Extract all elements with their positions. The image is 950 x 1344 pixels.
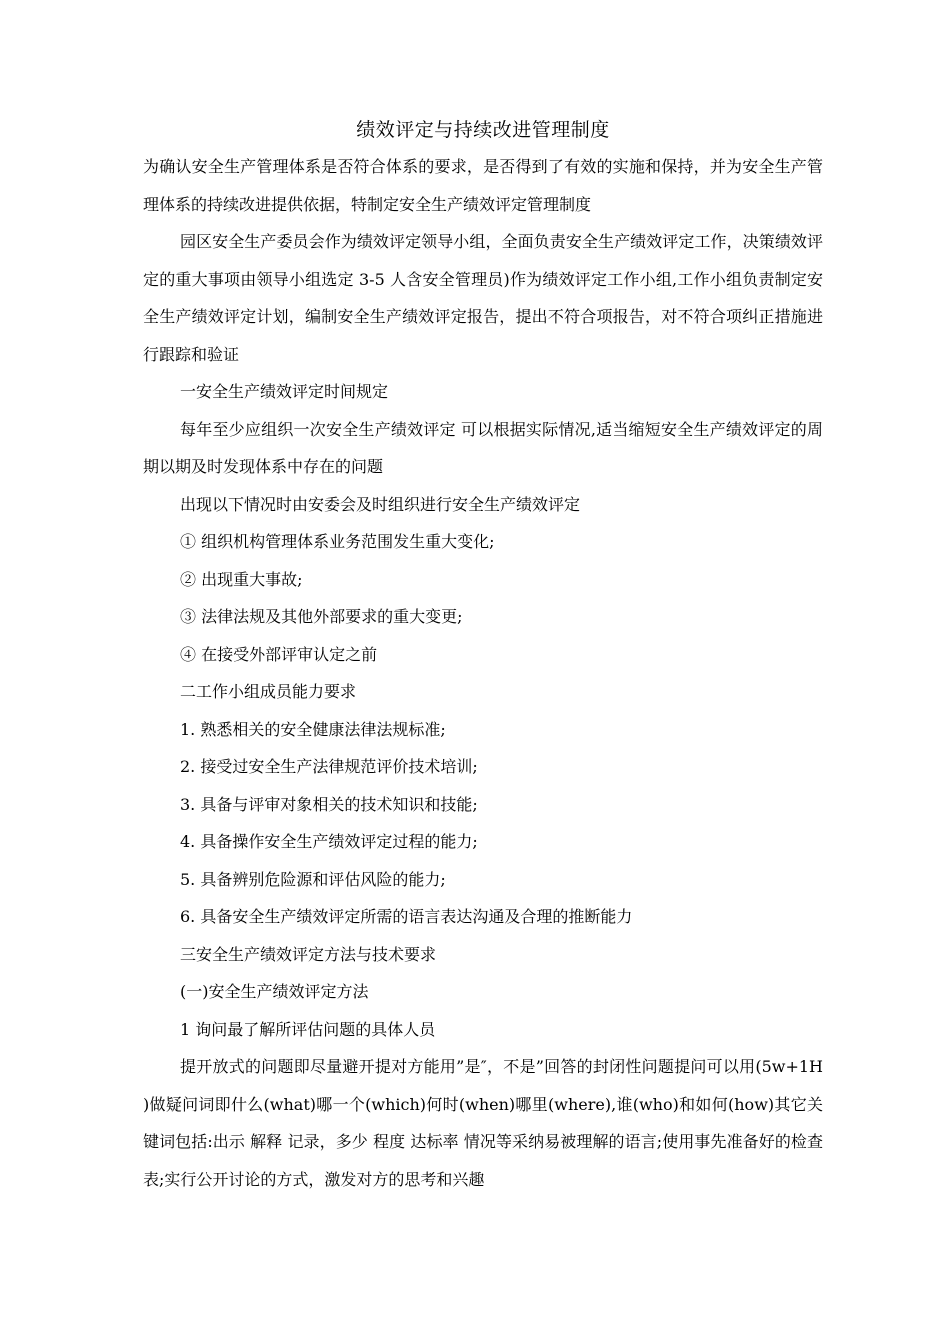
paragraph: ② 出现重大事故;	[180, 569, 303, 589]
paragraph: 二工作小组成员能力要求	[180, 682, 357, 701]
document-page	[143, 112, 823, 1198]
paragraph: 2. 接受过安全生产法律规范评价技术培训;	[180, 757, 478, 776]
paragraph: ① 组织机构管理体系业务范围发生重大变化;	[180, 532, 495, 551]
document-body	[143, 148, 823, 1198]
paragraph: 每年至少应组织一次安全生产绩效评定 可以根据实际情况,适当缩短安全生产绩效评定的周期以期及时发现体系中存在的问题	[143, 419, 823, 476]
paragraph: 1. 熟悉相关的安全健康法律法规标准;	[180, 719, 446, 739]
paragraph: 提开放式的问题即尽量避开提对方能用”是″，不是”回答的封闭性问题提问可以用(5w+1H )做疑问词即什么(what)哪一个(which)何时(when)哪里(where),谁(who)和如何(how)其它关键词包括:出示 解释 记录，多少 程度 达标率 情况等采纳易被理解的语言;使用事先准备好的检查表;实行公开讨论的方式，激发对方的思考和兴趣	[143, 1057, 823, 1189]
paragraph: ③ 法律法规及其他外部要求的重大变更;	[180, 607, 463, 626]
paragraph: 出现以下情况时由安委会及时组织进行安全生产绩效评定	[180, 494, 581, 514]
paragraph: 一安全生产绩效评定时间规定	[180, 382, 389, 401]
paragraph: 园区安全生产委员会作为绩效评定领导小组，全面负责安全生产绩效评定工作，决策绩效评定的重大事项由领导小组选定 3-5 人含安全管理员)作为绩效评定工作小组,工作小组负责制定安全生产绩效评定计划，编制安全生产绩效评定报告，提出不符合项报告，对不符合项纠正措施进行跟踪和验证	[143, 232, 823, 364]
paragraph: 4. 具备操作安全生产绩效评定过程的能力;	[180, 832, 478, 851]
paragraph: 三安全生产绩效评定方法与技术要求	[180, 944, 437, 964]
document-title: 绩效评定与持续改进管理制度	[356, 119, 610, 141]
paragraph: ④ 在接受外部评审认定之前	[180, 644, 378, 664]
paragraph: 6. 具备安全生产绩效评定所需的语言表达沟通及合理的推断能力	[180, 907, 633, 926]
paragraph: 1 询问最了解所评估问题的具体人员	[180, 1019, 436, 1039]
paragraph: 5. 具备辨别危险源和评估风险的能力;	[180, 869, 446, 889]
paragraph: (一)安全生产绩效评定方法	[180, 982, 369, 1001]
paragraph: 为确认安全生产管理体系是否符合体系的要求，是否得到了有效的实施和保持，并为安全生产管理体系的持续改进提供依据，特制定安全生产绩效评定管理制度	[143, 157, 823, 214]
paragraph: 3. 具备与评审对象相关的技术知识和技能;	[180, 794, 478, 814]
